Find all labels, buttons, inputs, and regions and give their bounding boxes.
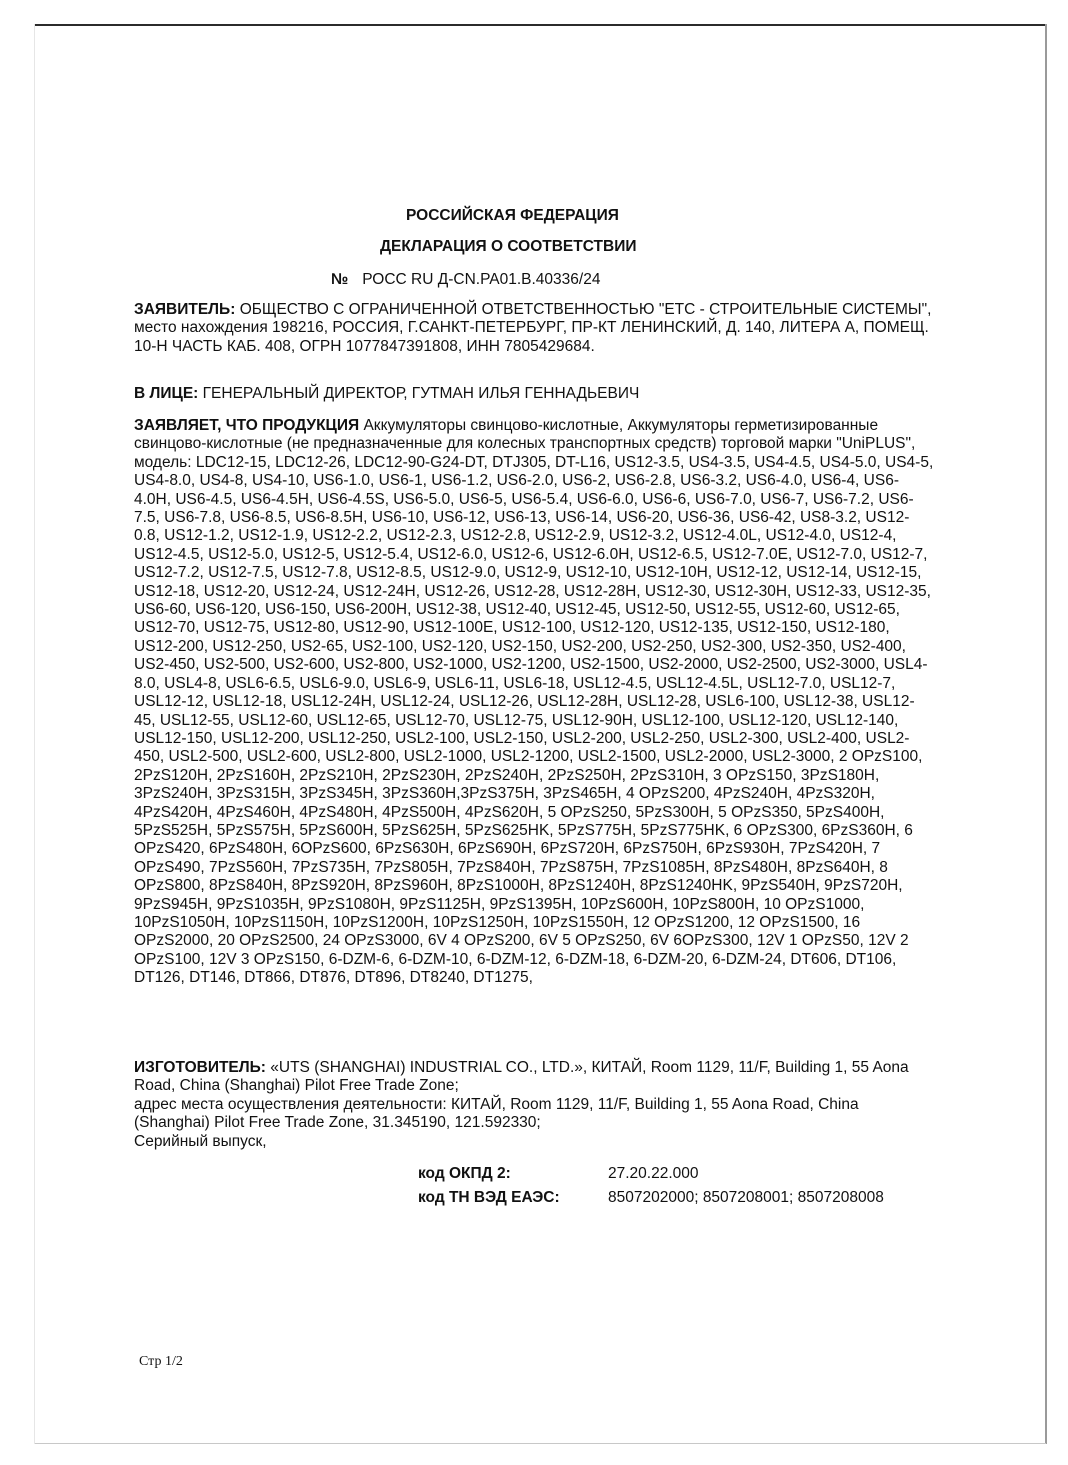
representative-section — [134, 385, 934, 403]
scan-edge-right — [1045, 24, 1047, 1444]
title-declaration: ДЕКЛАРАЦИЯ О СООТВЕТСТВИИ — [380, 238, 637, 255]
tnved-value: 8507202000; 8507208001; 8507208008 — [608, 1189, 884, 1206]
manufacturer-label: ИЗГОТОВИТЕЛЬ: — [134, 1059, 266, 1076]
product-section — [134, 417, 934, 988]
okpd-label: код ОКПД 2: — [418, 1165, 511, 1182]
classification-codes — [418, 1162, 884, 1210]
activity-address: адрес места осуществления деятельности: КИТАЙ, Room 1129, 11/F, Building 1, 55 Aona Road, China (Shanghai) Pilot Free Trade Zone, 31.345190, 121.592330; — [134, 1095, 859, 1132]
okpd-value: 27.20.22.000 — [608, 1165, 699, 1182]
representative-label: В ЛИЦЕ: — [134, 385, 199, 402]
product-label: ЗАЯВЛЯЕТ, ЧТО ПРОДУКЦИЯ — [134, 417, 360, 434]
okpd-row — [418, 1162, 884, 1186]
declaration-number — [331, 271, 600, 289]
number-value: РОСС RU Д-CN.PA01.B.40336/24 — [362, 271, 601, 288]
page-number: Стр 1/2 — [139, 1354, 183, 1369]
manufacturer-text: «UTS (SHANGHAI) INDUSTRIAL CO., LTD.», КИТАЙ, Room 1129, 11/F, Building 1, 55 Aona Road, China (Shanghai) Pilot Free Trade Zone; — [134, 1059, 909, 1095]
title-country: РОССИЙСКАЯ ФЕДЕРАЦИЯ — [406, 207, 619, 224]
production-type: Серийный выпуск, — [134, 1132, 267, 1150]
scan-edge-left — [34, 24, 35, 1444]
product-text: Аккумуляторы свинцово-кислотные, Аккумуляторы герметизированные свинцово-кислотные (не предназначенные для колесных транспортных средств) торговой марки "UniPLUS", модель: LDC12-15, LDC12-26, LDC12-90-G24-DT, DTJ305, DT-L16, US12-3.5, US4-3.5, US4-4.5, US4-5.0, US4-5, US4-8.0, US4-8, US4-10, US6-1.0, US6-1, US6-1.2, US6-2.0, US6-2, US6-2.8, US6-3.2, US6-4.0, US6-4, US6-4.0H, US6-4.5, US6-4.5H, US6-4.5S, US6-5.0, US6-5, US6-5.4, US6-6.0, US6-6, US6-7.0, US6-7, US6-7.2, US6-7.5, US6-7.8, US6-8.5, US6-8.5H, US6-10, US6-12, US6-13, US6-14, US6-20, US6-36, US6-42, US8-3.2, US12-0.8, US12-1.2, US12-1.9, US12-2.2, US12-2.3, US12-2.8, US12-2.9, US12-3.2, US12-4.0L, US12-4.0, US12-4, US12-4.5, US12-5.0, US12-5, US12-5.4, US12-6.0, US12-6, US12-6.0H, US12-6.5, US12-7.0E, US12-7.0, US12-7, US12-7.2, US12-7.5, US12-7.8, US12-8.5, US12-9.0, US12-9, US12-10, US12-10H, US12-12, US12-14, US12-15, US12-18, US12-20, US12-24, US12-24H, US12-26, US12-28, US12-28H, US12-30, US12-30H, US12-33, US12-35, US6-60, US6-120, US6-150, US6-200H, US12-38, US12-40, US12-45, US12-50, US12-55, US12-60, US12-65, US12-70, US12-75, US12-80, US12-90, US12-100E, US12-100, US12-120, US12-135, US12-150, US12-180, US12-200, US12-250, US2-65, US2-100, US2-120, US2-150, US2-200, US2-250, US2-300, US2-350, US2-400, US2-450, US2-500, US2-600, US2-800, US2-1000, US2-1200, US2-1500, US2-2000, US2-2500, US2-3000, USL4-8.0, USL4-8, USL6-6.5, USL6-9.0, USL6-9, USL6-11, USL6-18, USL12-4.5, USL12-4.5L, USL12-7.0, USL12-7, USL12-12, USL12-18, USL12-24H, USL12-24, USL12-26, USL12-28H, USL12-28, USL6-100, USL12-38, USL12-45, USL12-55, USL12-60, USL12-65, USL12-70, USL12-75, USL12-90H, USL12-100, USL12-120, USL12-140, USL12-150, USL12-200, USL12-250, USL2-100, USL2-150, USL2-200, USL2-250, USL2-300, USL2-400, USL2-450, USL2-500, USL2-600, USL2-800, USL2-1000, USL2-1200, USL2-1500, USL2-2000, USL2-3000, 2 OPzS100, 2PzS120H, 2PzS160H, 2PzS210H, 2PzS230H, 2PzS240H, 2PzS250H, 2PzS310H, 3 OPzS150, 3PzS180H, 3PzS240H, 3PzS315H, 3PzS345H, 3PzS360H,3PzS375H, 3PzS465H, 4 OPzS200, 4PzS240H, 4PzS320H, 4PzS420H, 4PzS460H, 4PzS480H, 4PzS500H, 4PzS620H, 5 OPzS250, 5PzS300H, 5 OPzS350, 5PzS400H, 5PzS525H, 5PzS575H, 5PzS600H, 5PzS625H, 5PzS625HK, 5PzS775H, 5PzS775HK, 6 OPzS300, 6PzS360H, 6 OPzS420, 6PzS480H, 6OPzS600, 6PzS630H, 6PzS690H, 6PzS720H, 6PzS750H, 6PzS930H, 7PzS420H, 7 OPzS490, 7PzS560H, 7PzS735H, 7PzS805H, 7PzS840H, 7PzS875H, 7PzS1085H, 8PzS480H, 8PzS640H, 8 OPzS800, 8PzS840H, 8PzS920H, 8PzS960H, 8PzS1000H, 8PzS1240H, 8PzS1240HK, 9PzS540H, 9PzS720H, 9PzS945H, 9PzS1035H, 9PzS1080H, 9PzS1125H, 9PzS1395H, 10PzS600H, 10PzS800H, 10 OPzS1000, 10PzS1050H, 10PzS1150H, 10PzS1200H, 10PzS1250H, 10PzS1550H, 12 OPzS1200, 12 OPzS1500, 16 OPzS2000, 20 OPzS2500, 24 OPzS3000, 6V 4 OPzS200, 6V 5 OPzS250, 6V 6OPzS300, 12V 1 OPzS50, 12V 2 OPzS100, 12V 3 OPzS150, 6-DZM-6, 6-DZM-10, 6-DZM-12, 6-DZM-18, 6-DZM-20, 6-DZM-24, DT606, DT106, DT126, DT146, DT866, DT876, DT896, DT8240, DT1275, — [134, 417, 934, 987]
scan-edge-bottom — [34, 1443, 1046, 1444]
manufacturer-section — [134, 1059, 934, 1151]
number-sign: № — [331, 271, 349, 288]
tnved-label: код ТН ВЭД ЕАЭС: — [418, 1189, 560, 1206]
applicant-label: ЗАЯВИТЕЛЬ: — [134, 301, 236, 318]
scan-edge-top — [34, 24, 1046, 26]
applicant-text: ОБЩЕСТВО С ОГРАНИЧЕННОЙ ОТВЕТСТВЕННОСТЬЮ "ЕТС - СТРОИТЕЛЬНЫЕ СИСТЕМЫ", место нахождения 198216, РОССИЯ, Г.САНКТ-ПЕТЕРБУРГ, ПР-КТ ЛЕНИНСКИЙ, Д. 140, ЛИТЕРА А, ПОМЕЩ. 10-Н ЧАСТЬ КАБ. 408, ОГРН 1077847391808, ИНН 7805429684. — [134, 301, 932, 355]
representative-text: ГЕНЕРАЛЬНЫЙ ДИРЕКТОР, ГУТМАН ИЛЬЯ ГЕННАДЬЕВИЧ — [202, 385, 640, 402]
applicant-section — [134, 301, 934, 356]
tnved-row — [418, 1186, 884, 1210]
